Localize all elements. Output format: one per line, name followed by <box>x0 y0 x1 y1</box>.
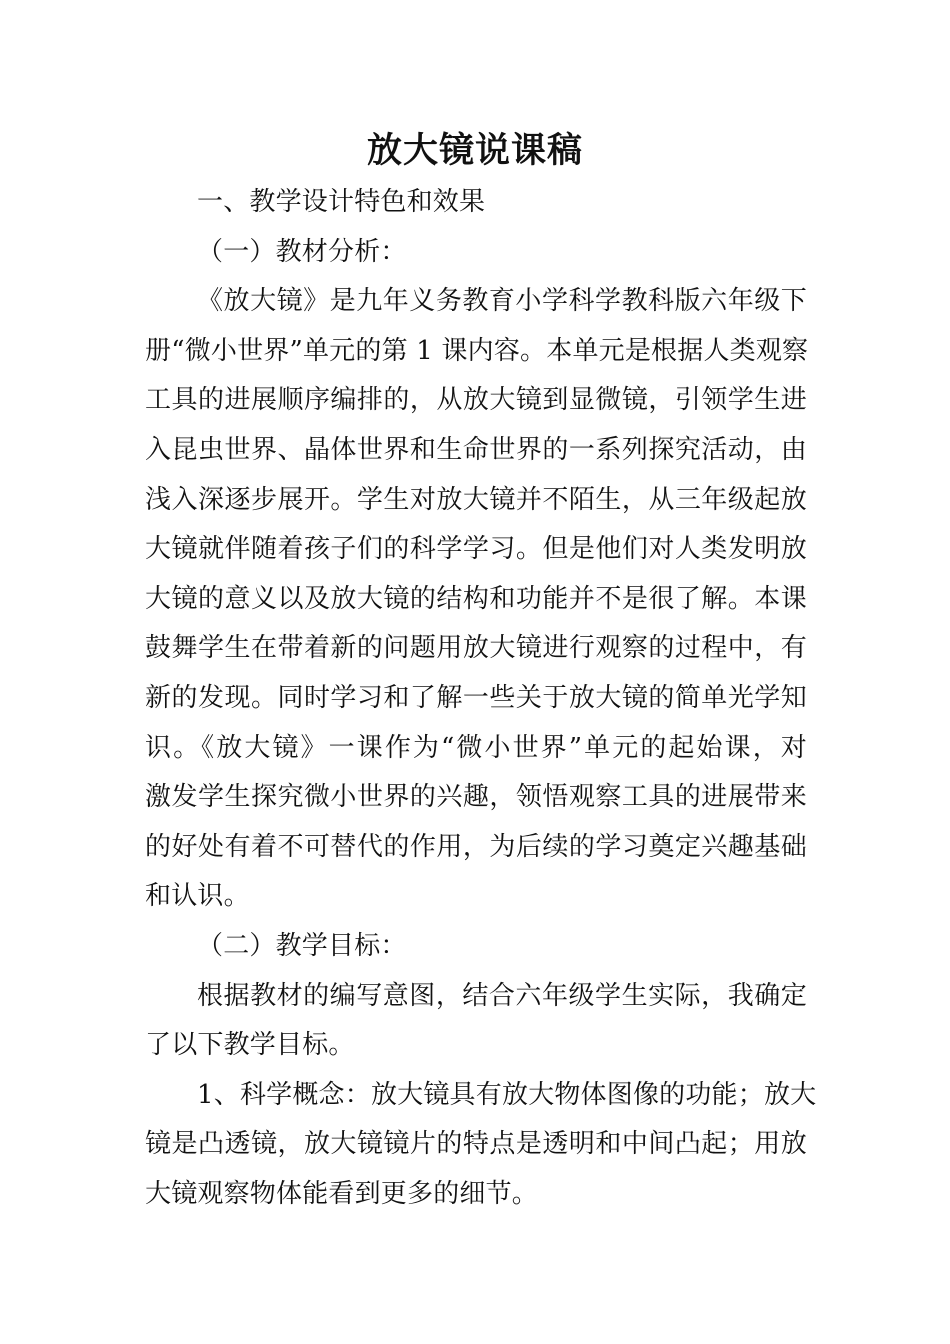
paragraph-line: 新的发现。同时学习和了解一些关于放大镜的简单光学知 <box>145 682 807 713</box>
subsection-heading-goals: （二）教学目标： <box>197 930 407 961</box>
subsection-heading-analysis: （一）教材分析： <box>197 236 407 267</box>
paragraph-line: 大镜的意义以及放大镜的结构和功能并不是很了解。本课 <box>145 583 807 614</box>
paragraph-line: 《放大镜》是九年义务教育小学科学教科版六年级下 <box>197 286 807 317</box>
paragraph-line: 根据教材的编写意图，结合六年级学生实际，我确定 <box>197 980 807 1011</box>
paragraph-line: 的好处有着不可替代的作用，为后续的学习奠定兴趣基础 <box>145 831 807 862</box>
document-body <box>145 178 817 1219</box>
paragraph-line: 大镜就伴随着孩子们的科学学习。但是他们对人类发明放 <box>145 534 807 565</box>
paragraph-line: 镜是凸透镜，放大镜镜片的特点是透明和中间凸起；用放 <box>145 1129 807 1160</box>
paragraph-line: 册“微小世界”单元的第 1 课内容。本单元是根据人类观察 <box>145 335 809 366</box>
paragraph-line: 1、科学概念：放大镜具有放大物体图像的功能；放大 <box>197 1079 817 1110</box>
paragraph-line: 入昆虫世界、晶体世界和生命世界的一系列探究活动，由 <box>145 434 807 465</box>
paragraph-line: 大镜观察物体能看到更多的细节。 <box>145 1178 539 1209</box>
section-heading: 一、教学设计特色和效果 <box>197 187 486 217</box>
paragraph-line: 了以下教学目标。 <box>145 1030 355 1061</box>
paragraph-line: 浅入深逐步展开。学生对放大镜并不陌生，从三年级起放 <box>145 484 807 515</box>
paragraph-analysis <box>145 277 807 922</box>
paragraph-goal-1 <box>145 1071 817 1220</box>
paragraph-goals-intro <box>145 972 807 1071</box>
paragraph-line: 识。《放大镜》一课作为“微小世界”单元的起始课，对 <box>145 732 807 763</box>
document-title: 放大镜说课稿 <box>366 130 583 171</box>
paragraph-line: 鼓舞学生在带着新的问题用放大镜进行观察的过程中，有 <box>145 633 807 664</box>
paragraph-line: 激发学生探究微小世界的兴趣，领悟观察工具的进展带来 <box>145 782 807 813</box>
paragraph-line: 和认识。 <box>145 881 250 912</box>
paragraph-line: 工具的进展顺序编排的，从放大镜到显微镜，引领学生进 <box>145 385 807 416</box>
